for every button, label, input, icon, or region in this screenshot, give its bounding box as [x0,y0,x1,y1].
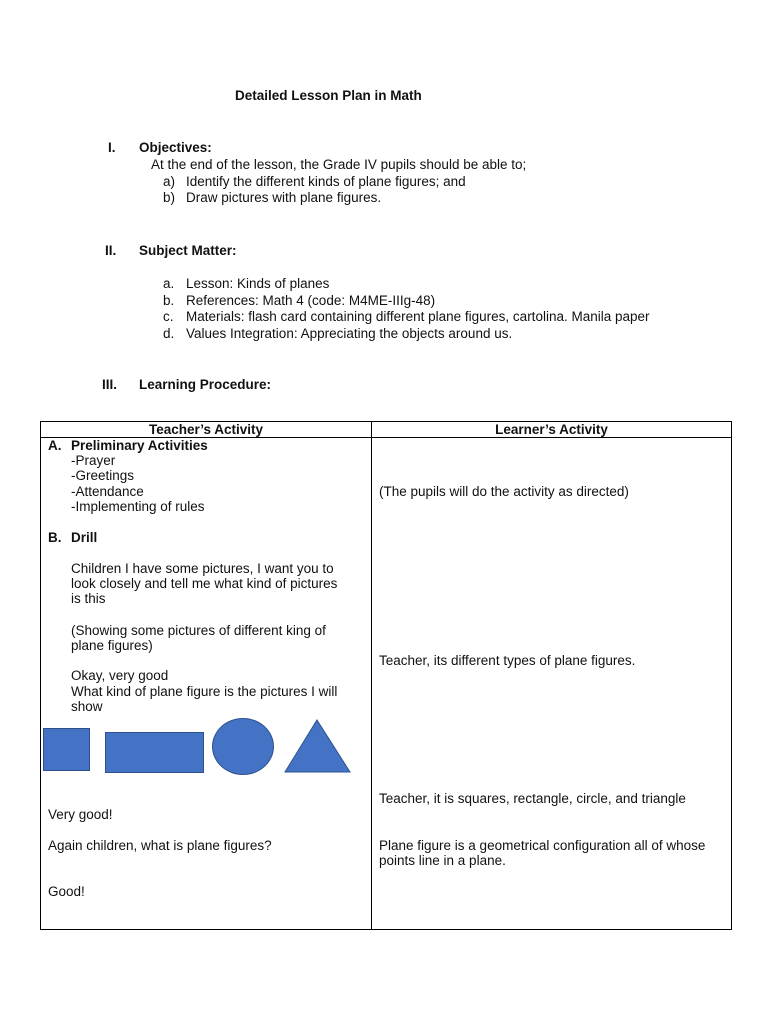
drill-paragraph-line: look closely and tell me what kind of pictures [71,576,338,591]
teacher-question: Again children, what is plane figures? [48,838,272,853]
preliminary-title: Preliminary Activities [71,438,208,453]
table-border-left [40,421,41,930]
section-numeral-learning-procedure: III. [102,377,118,392]
learner-response: Teacher, it is squares, rectangle, circle, and triangle [379,791,686,806]
square-shape [43,728,90,771]
learner-response: Plane figure is a geometrical configuration all of whose [379,838,706,853]
subject-marker: c. [163,309,174,324]
subject-item: Lesson: Kinds of planes [186,276,330,291]
section-heading-objectives: Objectives: [139,140,212,155]
drill-marker: B. [48,530,62,545]
drill-title: Drill [71,530,98,545]
drill-paragraph-line: show [71,699,103,714]
teacher-praise: Very good! [48,807,113,822]
preliminary-item: -Implementing of rules [71,499,205,514]
section-numeral-objectives: I. [108,140,116,155]
table-border-bottom [40,929,732,930]
learner-response: (The pupils will do the activity as directed) [379,484,629,499]
subject-item: Values Integration: Appreciating the objects around us. [186,326,513,341]
objective-marker: a) [163,174,176,189]
preliminary-marker: A. [48,438,62,453]
learner-response: Teacher, its different types of plane figures. [379,653,636,668]
objective-marker: b) [163,190,176,205]
section-heading-learning-procedure: Learning Procedure: [139,377,272,392]
subject-item: Materials: flash card containing different plane figures, cartolina. Manila paper [186,309,650,324]
drill-paragraph-line: (Showing some pictures of different king of [71,623,326,638]
subject-marker: d. [163,326,175,341]
learner-response: points line in a plane. [379,853,506,868]
preliminary-item: -Prayer [71,453,116,468]
subject-marker: b. [163,293,175,308]
rectangle-shape [105,732,204,773]
subject-marker: a. [163,276,175,291]
objectives-intro: At the end of the lesson, the Grade IV pupils should be able to; [151,157,527,172]
drill-paragraph-line: is this [71,591,106,606]
drill-paragraph-line: plane figures) [71,638,153,653]
table-header-teacher: Teacher’s Activity [148,422,264,437]
objective-item: Identify the different kinds of plane figures; and [186,174,466,189]
table-header-learner: Learner’s Activity [495,422,608,437]
objective-item: Draw pictures with plane figures. [186,190,382,205]
triangle-shape [284,719,351,773]
preliminary-item: -Greetings [71,468,135,483]
drill-paragraph-line: What kind of plane figure is the pictures I will [71,684,338,699]
teacher-closing: Good! [48,884,85,899]
table-border-right [731,421,732,930]
section-heading-subject-matter: Subject Matter: [139,243,237,258]
drill-paragraph-line: Okay, very good [71,668,169,683]
table-column-divider [371,421,372,930]
subject-item: References: Math 4 (code: M4ME-IIIg-48) [186,293,436,308]
section-numeral-subject-matter: II. [105,243,117,258]
drill-paragraph-line: Children I have some pictures, I want you to [71,561,334,576]
document-title: Detailed Lesson Plan in Math [235,88,422,103]
preliminary-item: -Attendance [71,484,144,499]
circle-shape [212,718,274,775]
